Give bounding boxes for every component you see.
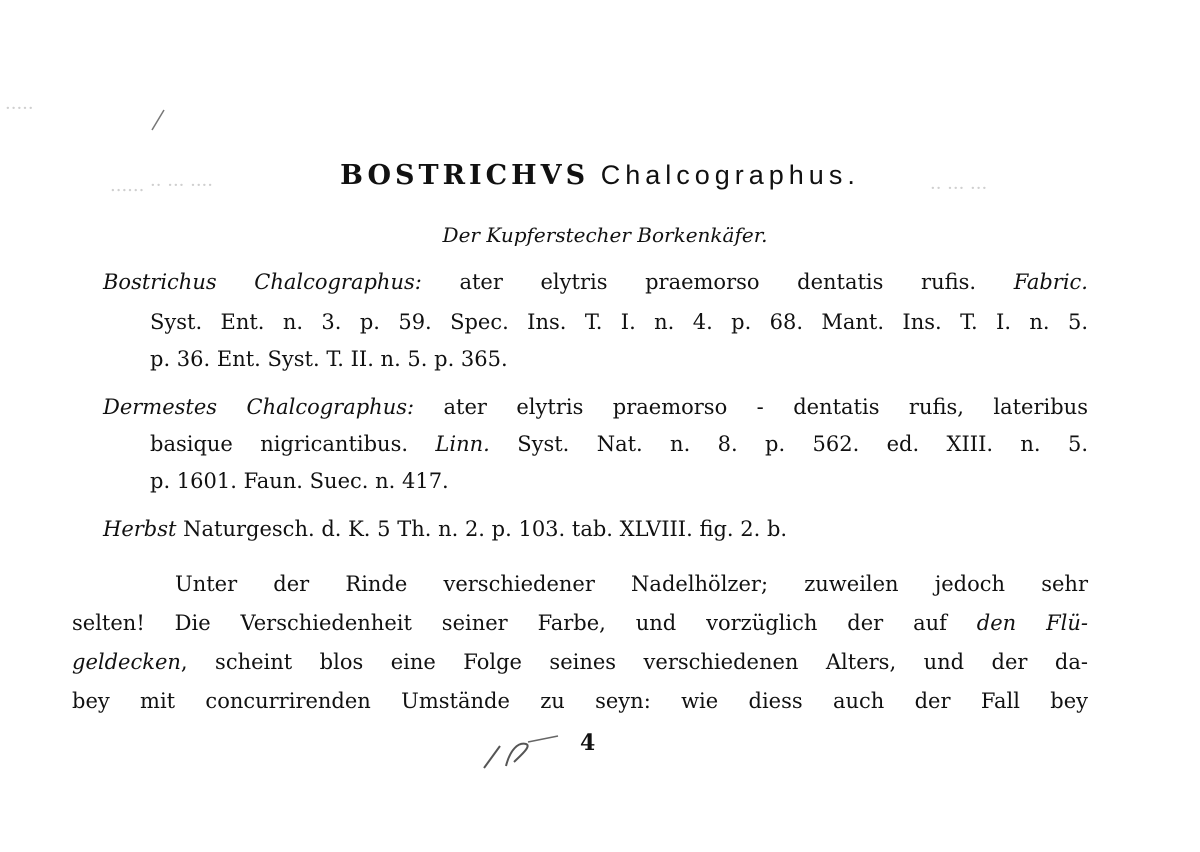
page-subtitle: Der Kupferstecher Borkenkäfer.: [442, 223, 768, 247]
title-genus: BOSTRICHVS: [340, 160, 590, 191]
reference-2-line-1: [103, 397, 1088, 418]
reference-1-line-3: p. 36. Ent. Syst. T. II. n. 5. p. 365.: [150, 347, 508, 371]
body-line-3-italic: geldecken: [72, 650, 181, 674]
reference-2-line-2: [150, 434, 1088, 455]
reference-3-name: Herbst: [103, 517, 177, 541]
reference-1-author: Fabric.: [1013, 270, 1088, 294]
reference-2-author: Linn.: [435, 432, 490, 456]
bleed-through-text: ·· ··· ···: [930, 178, 988, 199]
reference-2-text-end: Syst. Nat. n. 8. p. 562. ed. XIII. n. 5.: [517, 432, 1088, 456]
stray-mark: [148, 108, 168, 132]
reference-2-name: Dermestes Chalcographus:: [103, 395, 415, 419]
reference-2-line-3: p. 1601. Faun. Suec. n. 417.: [150, 469, 449, 493]
bleed-through-text: ...... ·· ··· ····: [110, 175, 213, 196]
reference-2-description: ater elytris praemorso - dentatis rufis, lateribus: [443, 395, 1088, 419]
page-title: [0, 160, 1200, 191]
reference-1-description: ater elytris praemorso dentatis rufis.: [459, 270, 977, 294]
body-line-1: Unter der Rinde verschiedener Nadelhölzer; zuweilen jedoch sehr: [175, 572, 1088, 596]
bleed-through-text: ·····: [5, 98, 34, 119]
body-line-4: bey mit concurrirenden Umstände zu seyn: wie diess auch der Fall bey: [72, 689, 1088, 713]
body-line-3-text: , scheint blos eine Folge seines verschiedenen Alters, und der da-: [180, 650, 1088, 674]
handwritten-note-mark: [470, 728, 570, 778]
body-line-2-text: selten! Die Verschiedenheit seiner Farbe, und vorzüglich der auf: [72, 611, 947, 635]
reference-3-description: Naturgesch. d. K. 5 Th. n. 2. p. 103. tab. XLVIII. fig. 2. b.: [183, 517, 788, 541]
title-species: Chalcographus.: [600, 160, 860, 190]
reference-1-line-2: Syst. Ent. n. 3. p. 59. Spec. Ins. T. I. n. 4. p. 68. Mant. Ins. T. I. n. 5.: [150, 310, 1088, 334]
reference-2-text-start: basique nigricantibus.: [150, 432, 409, 456]
body-line-2: [72, 613, 1088, 634]
reference-3-line-1: [103, 519, 787, 540]
body-line-3: [72, 652, 1088, 673]
body-line-2-italic: den Flü-: [976, 611, 1088, 635]
page-number: 4: [580, 730, 596, 756]
reference-1-line-1: [103, 272, 1088, 293]
reference-1-name: Bostrichus Chalcographus:: [103, 270, 422, 294]
